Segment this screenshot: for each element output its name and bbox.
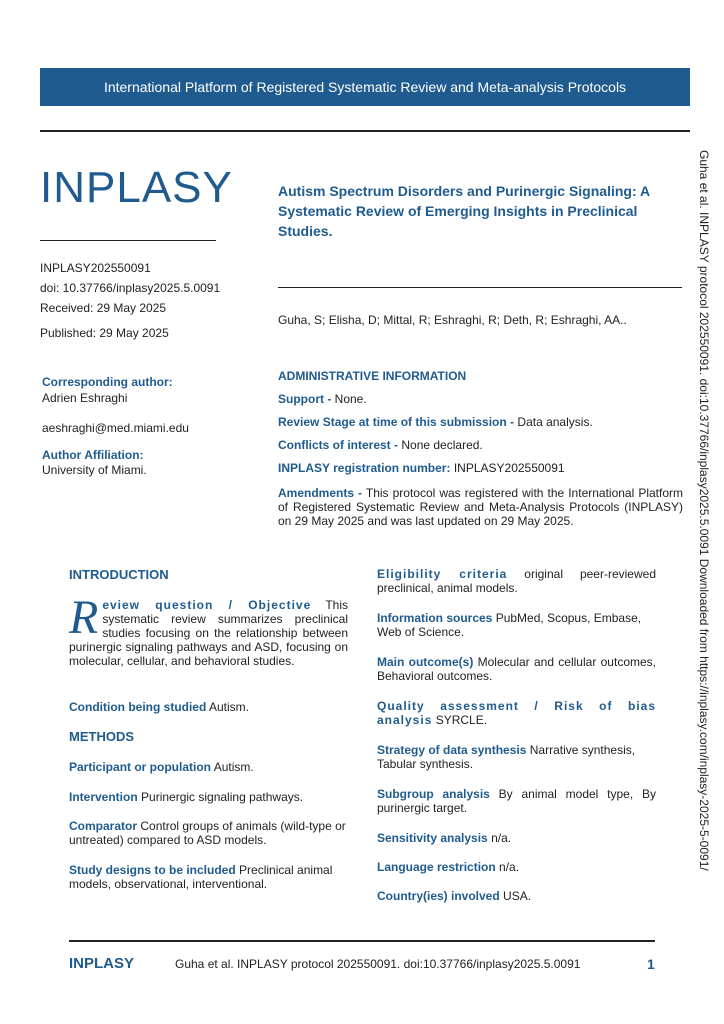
stage-label: Review Stage at time of this submission - bbox=[278, 415, 515, 429]
quality-assessment bbox=[377, 699, 656, 727]
admin-registration bbox=[278, 461, 683, 475]
intervention-label: Intervention bbox=[69, 790, 138, 804]
authors: Guha, S; Elisha, D; Mittal, R; Eshraghi, R; Deth, R; Eshraghi, AA.. bbox=[278, 313, 627, 327]
eligibility-label: Eligibility criteria bbox=[377, 567, 508, 581]
comparator-label: Comparator bbox=[69, 819, 138, 833]
quality-value: SYRCLE. bbox=[435, 713, 488, 727]
review-question-value: This systematic review summarizes preclinical studies focusing on the relationship between purinergic signaling pathways and ASD, focusing on molecular, cellular, and behavioral studies. bbox=[69, 598, 348, 668]
subgroup-analysis bbox=[377, 787, 656, 815]
sensitivity-label: Sensitivity analysis bbox=[377, 831, 488, 845]
methods-heading: METHODS bbox=[69, 729, 134, 744]
sensitivity-analysis bbox=[377, 831, 656, 845]
registration-value: INPLASY202550091 bbox=[453, 461, 565, 475]
language-value: n/a. bbox=[499, 860, 520, 874]
data-synthesis bbox=[377, 743, 656, 771]
country-value: USA. bbox=[503, 889, 532, 903]
admin-heading bbox=[278, 369, 683, 383]
page-number: 1 bbox=[647, 956, 655, 972]
registration-label: INPLASY registration number: bbox=[278, 461, 451, 475]
outcome-label: Main outcome(s) bbox=[377, 655, 474, 669]
language-restriction bbox=[377, 860, 656, 874]
received-date: Received: 29 May 2025 bbox=[40, 301, 167, 315]
introduction-heading: INTRODUCTION bbox=[69, 567, 169, 582]
intervention-value: Purinergic signaling pathways. bbox=[141, 790, 304, 804]
admin-conflicts bbox=[278, 438, 683, 452]
footer-citation: Guha et al. INPLASY protocol 202550091. doi:10.37766/inplasy2025.5.0091 bbox=[175, 957, 581, 971]
footer-divider bbox=[69, 940, 655, 942]
strategy-value: Narrative synthesis, Tabular synthesis. bbox=[377, 743, 636, 771]
admin-stage bbox=[278, 415, 683, 429]
logo-divider bbox=[40, 240, 216, 241]
sensitivity-value: n/a. bbox=[491, 831, 512, 845]
countries-involved bbox=[377, 889, 656, 903]
corresponding-author-block bbox=[42, 375, 189, 435]
comparator bbox=[69, 819, 348, 847]
conflicts-value: None declared. bbox=[401, 438, 483, 452]
conflicts-label: Conflicts of interest - bbox=[278, 438, 399, 452]
dropcap: R bbox=[69, 591, 99, 644]
corresponding-author-email[interactable]: aeshraghi@med.miami.edu bbox=[42, 421, 189, 435]
strategy-label: Strategy of data synthesis bbox=[377, 743, 527, 757]
quality-label: Quality assessment / Risk of bias analysis bbox=[377, 699, 656, 727]
review-question bbox=[69, 591, 348, 668]
eligibility bbox=[377, 567, 656, 595]
country-label: Country(ies) involved bbox=[377, 889, 500, 903]
corresponding-author-label: Corresponding author: bbox=[42, 375, 173, 389]
affiliation-value: University of Miami. bbox=[42, 463, 147, 477]
condition-label: Condition being studied bbox=[69, 700, 207, 714]
paper-title: Autism Spectrum Disorders and Purinergic Signaling: A Systematic Review of Emerging Insights in Preclinical Studies. bbox=[278, 183, 650, 239]
information-sources bbox=[377, 611, 656, 639]
admin-support bbox=[278, 392, 683, 406]
study-designs-value: Preclinical animal models, observational, interventional. bbox=[69, 863, 333, 891]
subgroup-label: Subgroup analysis bbox=[377, 787, 490, 801]
published-date: Published: 29 May 2025 bbox=[40, 326, 169, 340]
support-label: Support - bbox=[278, 392, 332, 406]
stage-value: Data analysis. bbox=[517, 415, 593, 429]
sources-value: PubMed, Scopus, Embase, Web of Science. bbox=[377, 611, 642, 639]
intervention bbox=[69, 790, 348, 804]
protocol-id: INPLASY202550091 bbox=[40, 261, 151, 275]
sources-label: Information sources bbox=[377, 611, 493, 625]
study-designs bbox=[69, 863, 348, 891]
affiliation-label: Author Affiliation: bbox=[42, 448, 144, 462]
footer-logo: INPLASY bbox=[69, 955, 135, 972]
participant-label: Participant or population bbox=[69, 760, 212, 774]
comparator-value: Control groups of animals (wild-type or untreated) compared to ASD models. bbox=[69, 819, 346, 847]
support-value: None. bbox=[334, 392, 367, 406]
language-label: Language restriction bbox=[377, 860, 496, 874]
doi: doi: 10.37766/inplasy2025.5.0091 bbox=[40, 281, 221, 295]
review-question-label: eview question / Objective bbox=[102, 598, 312, 612]
corresponding-author-name: Adrien Eshraghi bbox=[42, 391, 128, 405]
inplasy-logo: INPLASY bbox=[40, 163, 233, 212]
side-citation: Guha et al. INPLASY protocol 202550091. doi:10.37766/inplasy2025.5.0091 Downloaded from https://inplasy.com/inplasy-2025-5-0091/ bbox=[697, 150, 711, 871]
subgroup-value: By animal model type, By purinergic target. bbox=[377, 787, 656, 815]
study-designs-label: Study designs to be included bbox=[69, 863, 236, 877]
participant bbox=[69, 760, 348, 774]
condition-studied bbox=[69, 700, 348, 714]
main-outcomes bbox=[377, 655, 656, 683]
title-divider bbox=[278, 287, 682, 288]
amendments-value: This protocol was registered with the International Platform of Registered Systematic Review and Meta-Analysis Protocols (INPLASY) on 29 May 2025 and was last updated on 29 May 2025. bbox=[278, 486, 683, 528]
header-banner: International Platform of Registered Systematic Review and Meta-analysis Protocols bbox=[40, 68, 690, 106]
participant-value: Autism. bbox=[213, 760, 254, 774]
admin-amendments bbox=[278, 486, 683, 528]
affiliation-block bbox=[42, 448, 147, 477]
condition-value: Autism. bbox=[209, 700, 250, 714]
amendments-label: Amendments - bbox=[278, 486, 363, 500]
admin-heading-text: ADMINISTRATIVE INFORMATION bbox=[278, 369, 467, 383]
eligibility-value: original peer-reviewed preclinical, animal models. bbox=[377, 567, 656, 595]
outcome-value: Molecular and cellular outcomes, Behavioral outcomes. bbox=[377, 655, 656, 683]
header-divider bbox=[40, 130, 690, 132]
